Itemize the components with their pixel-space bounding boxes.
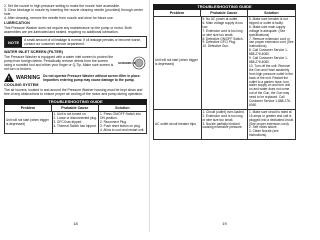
lubrication-text: This Pressure Washer does not require any maintenance on the pump or motor. Both assemblies are pre-lubricated and sealed, requiring no additional lubrication. (4, 25, 132, 35)
page-number: 19 (222, 221, 227, 226)
problem-text: Unit will not start (when trigger is depressed) (6, 117, 49, 126)
solution-item: 1. Press ON/OFF Switch into ON position. (100, 111, 141, 120)
table-row (153, 17, 296, 110)
warning-triangle-icon: ! (4, 73, 14, 82)
cooling-text: The air louvers, located in and around the Pressure Washer housing must be kept clean and free of any obstructions to ensure proper air cooling of the motor and pump during operation. (4, 87, 143, 96)
note-label: NOTE (5, 37, 22, 47)
column-header: Solution (247, 10, 295, 16)
solution-item: 4. Allow to cool and restart unit. (100, 127, 145, 132)
page-gutter (149, 0, 150, 232)
solution-cell (247, 17, 295, 109)
cause-item: 1. Unit is not turned on. (53, 111, 87, 116)
troubleshooting-title: TROUBLESHOOTING GUIDE (4, 99, 147, 105)
solution-item: 9. Call Customer Service 1-888-276-6060. (249, 56, 289, 64)
solution-item: 2. See notes above. (249, 125, 278, 130)
water-inlet-section (4, 55, 147, 71)
problem-cell (154, 110, 201, 139)
column-header: Probable Cause (200, 10, 247, 16)
solution-item: 3. Push reset button on plug. (100, 123, 141, 128)
cause-item: 6. Main voltage supply is too low. (202, 20, 243, 29)
nozzle-step: 4. After cleaning, remove the needle from nozzle and store for future use. (4, 16, 114, 21)
water-inlet-text: The Pressure Washer is equipped with a water inlet screen to protect the pump from foreign debris. Periodically remove debris from the screen using a rounded tool and either your finger or Q-Tip. Make sure screen is not torn or broken. (4, 54, 114, 72)
column-header: Solution (98, 105, 146, 111)
nozzle-steps (4, 4, 147, 20)
cause-cell (52, 112, 99, 134)
table-header (153, 10, 296, 17)
table-row (153, 110, 296, 140)
water-inlet-heading: WATER INLET SCREEN (FILTER) (4, 50, 63, 55)
cause-item: 1. Circuit (outlet) over-loaded. (202, 109, 245, 114)
cause-item: 2. Loose or disconnected plug. (53, 115, 97, 120)
cause-item: 3. GFCI has tripped. (53, 119, 83, 124)
solution-item: 6. Make sure main supply voltage is adequate. (See specifications) (249, 24, 286, 37)
problem-text: AC outlet circuit breaker trips (155, 121, 196, 126)
cause-item: 10. Defective Gun. (202, 44, 229, 49)
cause-item: 2. Extension cord is too long or wire size too small. (202, 113, 243, 122)
table-row (4, 112, 147, 135)
column-header: Problem (169, 11, 185, 15)
lubrication-heading: LUBRICATION (4, 21, 30, 26)
cause-item: 8. Defective ON/OFF Switch. (202, 36, 244, 41)
nozzle-step: 2. Set the nozzle to high pressure setting to make the nozzle hole accessible. (4, 4, 120, 8)
solution-item: 2. Reconnect Plug. (100, 119, 127, 124)
troubleshooting-table-left (4, 99, 147, 135)
solution-cell (247, 110, 295, 139)
column-header: Problem (20, 105, 36, 110)
right-page (153, 4, 296, 226)
solution-item: 3. Clean Nozzle (see instructions). (249, 129, 279, 138)
page-number: 18 (73, 221, 78, 226)
note-text: A small amount of oil leakage is normal. If oil leakage persists or become worse, contact our customer service department. (24, 38, 142, 47)
cause-item: 4. Thermal Switch has tripped. (53, 123, 97, 128)
solution-item: 1. Make sure circuit is rated at 15 amps or greater and unit is plugged into a dedicated circuit. (See proper extension cord). (249, 109, 294, 126)
warning-label: WARNING (16, 74, 41, 81)
nozzle-step: 3. Clear blockage in nozzle by inserting the nozzle cleaning needle (provided) through center hole. (4, 8, 144, 17)
screen-label: SCREEN (118, 60, 131, 65)
cause-item: 5. No AC power at outlet. (202, 17, 238, 21)
problem-text: Unit will not start (when trigger is depressed) (155, 58, 198, 66)
warning-text: Do not operate Pressure Washer without screen filter in place. Impurities entering pump may cause damage to the pump. (43, 73, 141, 82)
table-header (4, 105, 147, 112)
cause-item: 7. Extension cord is too long or wire size too small. (202, 28, 243, 37)
cause-cell (201, 17, 248, 109)
troubleshooting-title: TROUBLESHOOTING GUIDE (153, 4, 296, 10)
solution-item: 10. Turn off the unit. Remove the Gun and Hose assembly from high pressure outlet in the back of the unit. Restart the outlet to a garden hose, turn water supply on and turn unit on and water does not come out of the Gun, the Gun may need to be replaced. Call Customer Service 1-888-276-6060. (249, 63, 293, 107)
solution-item: 5. Make sure breaker is not tripped or outlet is faulty. (249, 17, 288, 25)
problem-cell (5, 112, 52, 134)
note-box (4, 36, 147, 48)
cause-item: 3. Nozzle partially blocked causing excessive pressure. (202, 121, 243, 130)
cooling-heading: COOLING SYSTEM (4, 83, 39, 88)
column-header: Probable Cause (51, 105, 98, 111)
solution-item: 7. Remove extension cord or use proper extension cord (See Instructions). (249, 36, 294, 49)
solution-cell (98, 112, 146, 134)
left-page (4, 4, 147, 226)
solution-item: 8. Call Customer Service 1-888-276-6060. (249, 48, 289, 57)
warning-box (4, 73, 147, 82)
troubleshooting-table-right (153, 4, 296, 140)
screen-diagram (117, 55, 147, 71)
cause-cell (201, 110, 248, 139)
problem-cell (154, 17, 201, 109)
cause-item: 9. Defective GFCI Plug. (202, 40, 236, 45)
